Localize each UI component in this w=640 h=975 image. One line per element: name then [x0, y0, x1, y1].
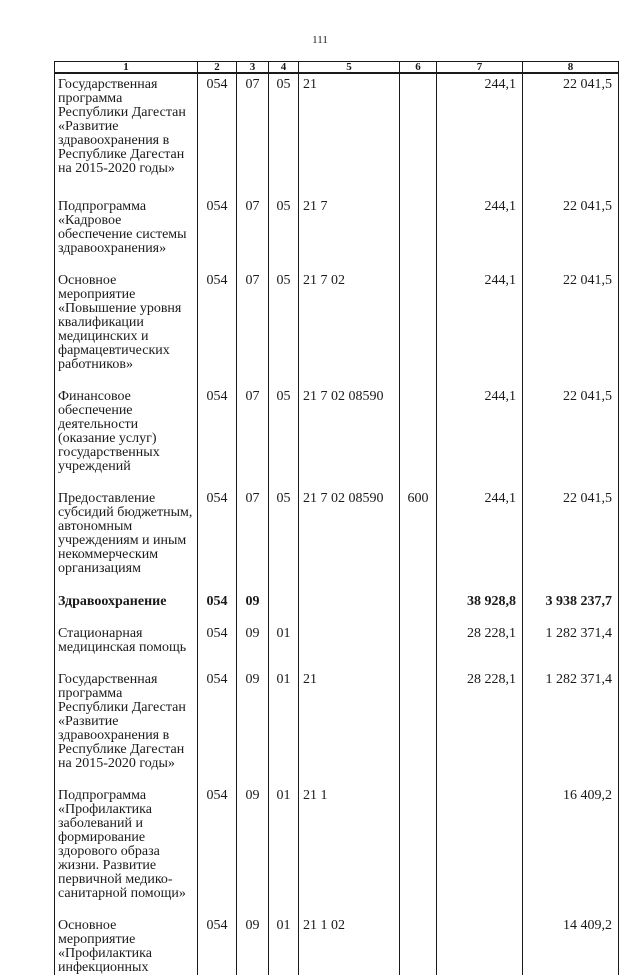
cell-col-4: 05 — [269, 256, 299, 372]
table-row — [55, 771, 619, 901]
cell-col-4: 05 — [269, 182, 299, 256]
table-row — [55, 73, 619, 182]
cell-col-7 — [437, 771, 523, 901]
cell-col-6 — [400, 372, 437, 474]
cell-col-8: 22 041,5 — [523, 73, 619, 182]
cell-col-5: 21 7 — [299, 182, 400, 256]
table-row — [55, 577, 619, 609]
cell-col-6 — [400, 577, 437, 609]
table-row — [55, 474, 619, 577]
cell-col-3: 07 — [237, 256, 269, 372]
row-name: Подпрограмма «Профилактика заболеваний и формирование здорового образа жизни. Развитие первичной медико-санитарной помощи» — [55, 771, 198, 901]
cell-col-5 — [299, 577, 400, 609]
cell-col-6 — [400, 655, 437, 771]
cell-col-2: 054 — [198, 474, 237, 577]
cell-col-8: 1 282 371,4 — [523, 655, 619, 771]
cell-col-6: 600 — [400, 474, 437, 577]
cell-col-2: 054 — [198, 655, 237, 771]
table-row — [55, 256, 619, 372]
table-row — [55, 655, 619, 771]
row-name: Государственная программа Республики Дагестан «Развитие здравоохранения в Республике Дагестан на 2015-2020 годы» — [55, 655, 198, 771]
table-row — [55, 182, 619, 256]
cell-col-8: 22 041,5 — [523, 474, 619, 577]
cell-col-4: 01 — [269, 609, 299, 655]
cell-col-2: 054 — [198, 771, 237, 901]
cell-col-7: 244,1 — [437, 73, 523, 182]
cell-col-4: 05 — [269, 474, 299, 577]
table-row — [55, 609, 619, 655]
cell-col-2: 054 — [198, 256, 237, 372]
cell-col-2: 054 — [198, 609, 237, 655]
cell-col-6 — [400, 256, 437, 372]
cell-col-3: 09 — [237, 655, 269, 771]
column-header: 4 — [269, 62, 299, 74]
cell-col-8: 1 282 371,4 — [523, 609, 619, 655]
cell-col-7: 28 228,1 — [437, 655, 523, 771]
cell-col-7 — [437, 901, 523, 975]
cell-col-2: 054 — [198, 182, 237, 256]
cell-col-8: 3 938 237,7 — [523, 577, 619, 609]
row-name: Предоставление субсидий бюджетным, автономным учреждениям и иным некоммерческим организациям — [55, 474, 198, 577]
cell-col-6 — [400, 182, 437, 256]
cell-col-6 — [400, 609, 437, 655]
cell-col-2: 054 — [198, 73, 237, 182]
cell-col-4: 01 — [269, 901, 299, 975]
cell-col-7: 244,1 — [437, 372, 523, 474]
row-name: Финансовое обеспечение деятельности (оказание услуг) государственных учреждений — [55, 372, 198, 474]
row-name: Основное мероприятие «Профилактика инфекционных — [55, 901, 198, 975]
budget-table — [54, 61, 619, 975]
column-header: 7 — [437, 62, 523, 74]
cell-col-7: 244,1 — [437, 182, 523, 256]
cell-col-6 — [400, 771, 437, 901]
table-row — [55, 901, 619, 975]
cell-col-3: 07 — [237, 73, 269, 182]
header-row — [55, 62, 619, 74]
cell-col-7: 28 228,1 — [437, 609, 523, 655]
page-number: 111 — [312, 34, 328, 46]
cell-col-4 — [269, 577, 299, 609]
cell-col-5: 21 — [299, 73, 400, 182]
cell-col-8: 14 409,2 — [523, 901, 619, 975]
column-header: 8 — [523, 62, 619, 74]
cell-col-6 — [400, 73, 437, 182]
column-header: 1 — [55, 62, 198, 74]
cell-col-8: 22 041,5 — [523, 372, 619, 474]
row-name: Государственная программа Республики Дагестан «Развитие здравоохранения в Республике Дагестан на 2015-2020 годы» — [55, 73, 198, 182]
cell-col-2: 054 — [198, 901, 237, 975]
cell-col-7: 38 928,8 — [437, 577, 523, 609]
cell-col-4: 05 — [269, 372, 299, 474]
row-name: Основное мероприятие «Повышение уровня квалификации медицинских и фармацевтических работников» — [55, 256, 198, 372]
cell-col-7: 244,1 — [437, 256, 523, 372]
column-header: 6 — [400, 62, 437, 74]
column-header: 3 — [237, 62, 269, 74]
cell-col-5: 21 7 02 — [299, 256, 400, 372]
cell-col-3: 09 — [237, 577, 269, 609]
cell-col-5: 21 7 02 08590 — [299, 372, 400, 474]
cell-col-8: 16 409,2 — [523, 771, 619, 901]
cell-col-8: 22 041,5 — [523, 256, 619, 372]
cell-col-5 — [299, 609, 400, 655]
cell-col-3: 07 — [237, 372, 269, 474]
cell-col-3: 09 — [237, 609, 269, 655]
row-name: Подпрограмма «Кадровое обеспечение системы здравоохранения» — [55, 182, 198, 256]
cell-col-4: 01 — [269, 655, 299, 771]
cell-col-5: 21 — [299, 655, 400, 771]
cell-col-4: 01 — [269, 771, 299, 901]
column-header: 5 — [299, 62, 400, 74]
cell-col-5: 21 1 02 — [299, 901, 400, 975]
cell-col-3: 07 — [237, 474, 269, 577]
cell-col-5: 21 7 02 08590 — [299, 474, 400, 577]
cell-col-2: 054 — [198, 372, 237, 474]
cell-col-5: 21 1 — [299, 771, 400, 901]
cell-col-3: 09 — [237, 771, 269, 901]
cell-col-3: 09 — [237, 901, 269, 975]
cell-col-7: 244,1 — [437, 474, 523, 577]
cell-col-3: 07 — [237, 182, 269, 256]
cell-col-6 — [400, 901, 437, 975]
column-header: 2 — [198, 62, 237, 74]
table-row — [55, 372, 619, 474]
row-name: Стационарная медицинская помощь — [55, 609, 198, 655]
cell-col-4: 05 — [269, 73, 299, 182]
row-name: Здравоохранение — [55, 577, 198, 609]
cell-col-2: 054 — [198, 577, 237, 609]
cell-col-8: 22 041,5 — [523, 182, 619, 256]
